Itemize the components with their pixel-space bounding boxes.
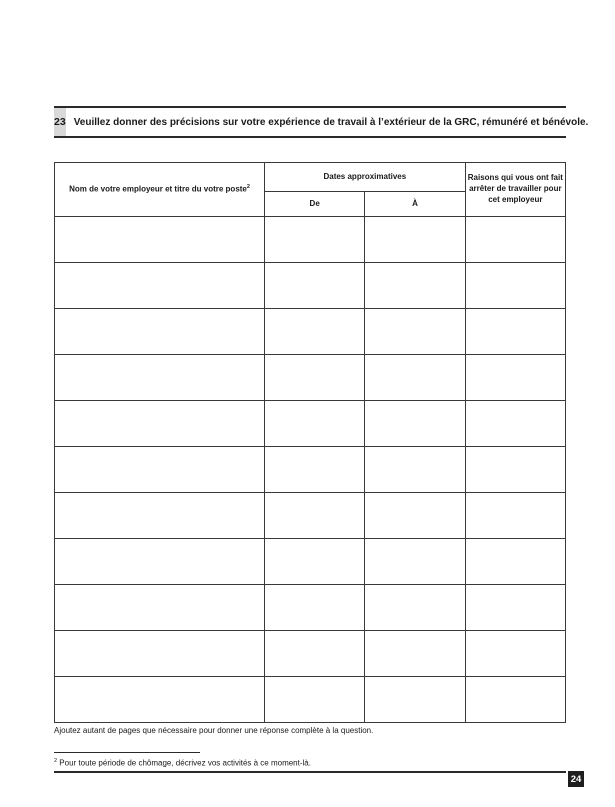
reasons-cell[interactable] [465, 263, 565, 309]
employer-cell[interactable] [55, 631, 265, 677]
table-row [55, 539, 566, 585]
header-to: À [365, 192, 465, 217]
reasons-cell[interactable] [465, 539, 565, 585]
employer-cell[interactable] [55, 677, 265, 723]
bottom-divider [54, 771, 566, 773]
from-date-cell[interactable] [265, 401, 365, 447]
to-date-cell[interactable] [365, 401, 465, 447]
header-reasons: Raisons qui vous ont fait arrêter de travailler pour cet employeur [465, 163, 565, 217]
question-number: 23 [54, 108, 66, 136]
from-date-cell[interactable] [265, 263, 365, 309]
employer-cell[interactable] [55, 401, 265, 447]
header-employer-label: Nom de votre employeur et titre du votre poste [69, 184, 247, 194]
reasons-cell[interactable] [465, 677, 565, 723]
employer-cell[interactable] [55, 263, 265, 309]
table-row [55, 401, 566, 447]
reasons-cell[interactable] [465, 631, 565, 677]
employer-cell[interactable] [55, 309, 265, 355]
from-date-cell[interactable] [265, 217, 365, 263]
table-row [55, 355, 566, 401]
footnote [54, 758, 311, 768]
footnote-label: Pour toute période de chômage, décrivez vos activités à ce moment-là. [57, 758, 311, 768]
footnote-ref: 2 [246, 183, 250, 190]
employer-cell[interactable] [55, 585, 265, 631]
table-row [55, 447, 566, 493]
reasons-cell[interactable] [465, 585, 565, 631]
to-date-cell[interactable] [365, 631, 465, 677]
to-date-cell[interactable] [365, 217, 465, 263]
reasons-cell[interactable] [465, 355, 565, 401]
table-row [55, 677, 566, 723]
add-pages-note: Ajoutez autant de pages que nécessaire pour donner une réponse complète à la question. [54, 726, 374, 735]
table-body [55, 217, 566, 723]
header-from: De [265, 192, 365, 217]
from-date-cell[interactable] [265, 493, 365, 539]
work-experience-table [54, 162, 566, 723]
reasons-cell[interactable] [465, 309, 565, 355]
employer-cell[interactable] [55, 447, 265, 493]
from-date-cell[interactable] [265, 355, 365, 401]
to-date-cell[interactable] [365, 585, 465, 631]
table-row [55, 585, 566, 631]
to-date-cell[interactable] [365, 447, 465, 493]
from-date-cell[interactable] [265, 309, 365, 355]
to-date-cell[interactable] [365, 355, 465, 401]
reasons-cell[interactable] [465, 401, 565, 447]
to-date-cell[interactable] [365, 309, 465, 355]
header-dates: Dates approximatives [265, 163, 466, 192]
from-date-cell[interactable] [265, 447, 365, 493]
from-date-cell[interactable] [265, 677, 365, 723]
table-row [55, 217, 566, 263]
employer-cell[interactable] [55, 355, 265, 401]
question-header [54, 106, 589, 138]
employer-cell[interactable] [55, 217, 265, 263]
reasons-cell[interactable] [465, 447, 565, 493]
from-date-cell[interactable] [265, 585, 365, 631]
table-row [55, 631, 566, 677]
question-text: Veuillez donner des précisions sur votre expérience de travail à l’extérieur de la GRC, rémunéré et bénévole. [73, 116, 589, 128]
page-number: 24 [568, 771, 584, 787]
to-date-cell[interactable] [365, 539, 465, 585]
table-row [55, 263, 566, 309]
to-date-cell[interactable] [365, 493, 465, 539]
reasons-cell[interactable] [465, 493, 565, 539]
table-row [55, 493, 566, 539]
header-employer [55, 163, 265, 217]
to-date-cell[interactable] [365, 263, 465, 309]
from-date-cell[interactable] [265, 631, 365, 677]
table-row [55, 309, 566, 355]
reasons-cell[interactable] [465, 217, 565, 263]
footnote-number: 2 [54, 758, 58, 764]
to-date-cell[interactable] [365, 677, 465, 723]
from-date-cell[interactable] [265, 539, 365, 585]
employer-cell[interactable] [55, 493, 265, 539]
employer-cell[interactable] [55, 539, 265, 585]
footnote-divider [54, 752, 200, 753]
